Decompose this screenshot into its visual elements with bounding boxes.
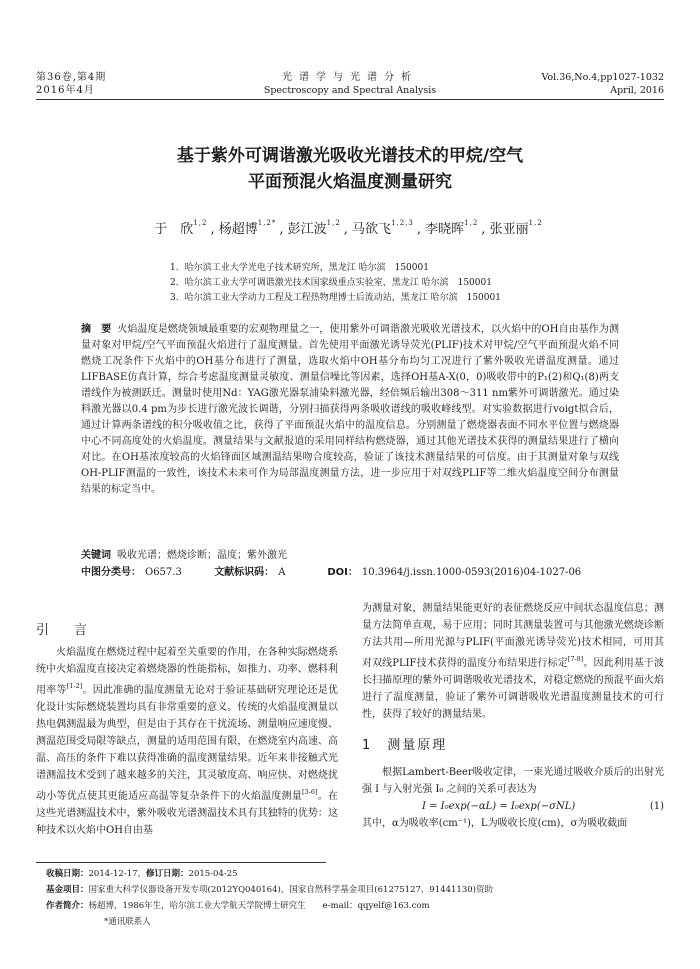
header-rule (36, 99, 664, 100)
footnote-author (46, 898, 493, 914)
doc-code-label: 文献标识码： (214, 567, 275, 578)
article-title (60, 143, 640, 195)
keywords (81, 548, 619, 564)
clc-label: 中图分类号： (81, 567, 141, 578)
author-name: 马欲飞 (352, 222, 392, 237)
volume-issue: 第36卷,第4期 (36, 72, 107, 83)
intro-text-5: 。因此利用基于波长扫描原理的紫外可调谐吸收光谱技术，对稳定燃烧的预混平面火焰进行了温度测量，验证了紫外可调谐吸收光谱温度测量技术的可行性，获得了较好的测量结果。 (362, 658, 664, 720)
intro-paragraph (36, 644, 338, 839)
section-1-paragraph-2: 其中，α为吸收率(cm⁻¹)，L为吸收长度(cm)，σ为吸收截面 (362, 818, 628, 829)
author-affil-mark: 1,2,3 (391, 219, 414, 227)
doi-value: 10.3964/j.issn.1000-0593(2016)04-1027-06 (361, 567, 582, 578)
affiliation-item: 3．哈尔滨工业大学动力工程及工程热物理博士后流动站，黑龙江 哈尔滨 150001 (170, 293, 501, 303)
journal-name-cn: 光谱学与光谱分析 (282, 72, 418, 83)
classification-line (81, 565, 619, 581)
citation-ref: [7-8] (567, 655, 584, 663)
revised-date: 2015-04-25 (188, 869, 238, 879)
intro-text-1: 火焰温度在燃烧过程中起着至关重要的作用，在各种实际燃烧系统中火焰温度直接决定着燃烧器的性能指标，如推力、功率、燃料利用率等 (36, 647, 338, 696)
revised-label: 修订日期： (146, 869, 189, 879)
author-name: 杨超博 (218, 222, 258, 237)
fund-label: 基金项目： (46, 885, 89, 895)
received-label: 收稿日期： (46, 869, 89, 879)
author-affil-mark: 1,2 (326, 219, 341, 227)
author-affil-mark: 1,2 (193, 219, 208, 227)
body-column-right (362, 600, 664, 832)
equation-number: (1) (649, 801, 664, 812)
equation-1 (362, 798, 664, 815)
fund-text: 国家重大科学仪器设备开发专项(2012YQ040164)，国家自然科学基金项目(61275127，91441130)资助 (88, 885, 493, 895)
author-name: 李晓晖 (425, 222, 465, 237)
intro-text-3: 。在这些光谱测温技术中，紫外吸收光谱测温技术具有其独特的优势：这种技术以火焰中OH自由基 (36, 791, 339, 836)
corresponding-author-note: *通讯联系人 (104, 917, 151, 927)
footnote-rule (36, 862, 326, 863)
doi-label: DOI： (327, 567, 358, 578)
affiliation-list (170, 261, 501, 306)
author-affil-mark: 1,2 (528, 219, 543, 227)
citation-ref: [1-2] (66, 682, 83, 690)
citation-info (541, 71, 664, 97)
author-affil-mark: 1,2 (464, 219, 479, 227)
keywords-text: 吸收光谱；燃烧诊断；温度；紫外激光 (117, 550, 287, 561)
title-line-1: 基于紫外可调谐激光吸收光谱技术的甲烷/空气 (176, 146, 524, 166)
footnote-dates (46, 866, 493, 882)
abstract-text: 火焰温度是燃烧领域最重要的宏观物理量之一，使用紫外可调谐激光吸收光谱技术，以火焰中的OH自由基作为测量对象对甲烷/空气平面预混火焰进行了温度测量。首先使用平面激光诱导荧光(PLIF)技术对甲烷/空气平面预混火焰不同燃烧工况条件下火焰中的OH基分布进行了测量，选取火焰中OH基分布均匀工况进行了紫外吸收光谱温度测量。通过LIFBASE仿真计算，综合考虑温度测量灵敏度、测量信噪比等因素，选择OH基A-X(0，0)吸收带中的P₁(2)和Q₁(8)两支谱线作为被测跃迁。测量时使用Nd：YAG激光器泵浦染料激光器，经倍频后输出308～311 nm紫外可调谐激光。通过染料激光器以0.4 pm为步长进行激光波长调谐，分别扫描获得两条吸收谱线的吸收峰线型。对实验数据进行voigt拟合后，通过计算两条谱线的积分吸收值之比，获得了平面预混火焰中的温度信息。分别测量了燃烧器表面不同水平位置与燃烧器中心不同高度处的火焰温度。测量结果与文献报道的采用同样结构燃烧器，通过其他光谱技术获得的测量结果进行了横向对比。在OH基浓度较高的火焰锋面区域测温结果吻合度较高，验证了该技术测量结果的可信度。由于其测量对象与双线OH-PLIF测温的一致性，该技术未来可作为局部温度测量方法，进一步应用于对双线PLIF等二维火焰温度空间分布测量结果的标定当中。 (81, 324, 620, 495)
author-bio-text: 杨超博，1986年生，哈尔滨工业大学航天学院博士研究生 e-mail：qqyelf@163.com (88, 901, 430, 911)
intro-column-left (36, 644, 338, 839)
keywords-label: 关键词 (81, 550, 111, 561)
equation-body: I = I₀exp(−αL) = I₀exp(−σNL) (422, 801, 576, 812)
affiliation-item: 2．哈尔滨工业大学可调谐激光技术国家级重点实验室，黑龙江 哈尔滨 150001 (170, 278, 492, 288)
author-bio-label: 作者简介： (46, 901, 89, 911)
clc-value: O657.3 (145, 567, 182, 578)
intro-text-4: 为测量对象，测量结果能更好的表征燃烧反应中间状态温度信息；测量方法简单直观，易于应用；同时其测量装置可与其他激光燃烧诊断方法共用—所用光源与PLIF(平面激光诱导荧光)技术相同，可用其对双线PLIF技术获得的温度分布结果进行标定 (362, 603, 664, 669)
month-year: April, 2016 (610, 85, 664, 96)
abstract-label: 摘 要 (81, 324, 112, 335)
issue-date: 2016年4月 (36, 85, 95, 96)
intro-text-2: 。因此准确的温度测量无论对于验证基础研究理论还是优化设计实际燃烧装置均具有非常重要的意义。传统的火焰温度测量以热电偶测温最为典型，但是由于其存在干扰流场、测量响应速度慢、测温范围受局限等缺点，测量的适用范围有限，在燃烧室内高速、高温、高压的条件下难以获得准确的温度测量结果。近年来非接触式光谱测温技术受到了越来越多的关注，其灵敏度高、响应快、对燃烧扰动小等优点使其更能适应高温等复杂条件下的火焰温度测量 (36, 685, 339, 802)
section-1-heading: 1 测量原理 (362, 738, 448, 753)
author-name: 彭江波 (287, 222, 327, 237)
intro-paragraph-continued (362, 600, 664, 723)
section-1-paragraph: 根据Lambert-Beer吸收定律，一束光通过吸收介质后的出射光强 I 与入射光强 I₀ 之间的关系可表达为 (362, 767, 664, 795)
author-list: 于 欣$^{1,2}$ , 杨超博$^{1,2*}$ , 彭江波$^{1,2}$ , 马欲飞$^{1,2,3}$ , 李晓晖$^{1,2}$ , 张亚丽$^{1,2}$ (154, 219, 543, 237)
author-affil-mark: 1,2* (257, 219, 277, 227)
intro-heading: 引 言 (36, 623, 94, 638)
author-name: 张亚丽 (489, 222, 529, 237)
affiliation-item: 1．哈尔滨工业大学光电子技术研究所，黑龙江 哈尔滨 150001 (170, 263, 429, 273)
journal-name-en: Spectroscopy and Spectral Analysis (263, 85, 437, 96)
footnotes (46, 866, 493, 930)
citation-ref: [3-6] (302, 788, 318, 796)
title-line-2: 平面预混火焰温度测量研究 (248, 172, 452, 192)
author-name: 于 欣 (154, 222, 194, 237)
footnote-fund (46, 882, 493, 898)
abstract (81, 322, 619, 498)
doc-code-value: A (278, 567, 286, 578)
received-date: 2014-12-17， (88, 869, 147, 879)
volume-pages: Vol.36,No.4,pp1027-1032 (541, 72, 664, 83)
